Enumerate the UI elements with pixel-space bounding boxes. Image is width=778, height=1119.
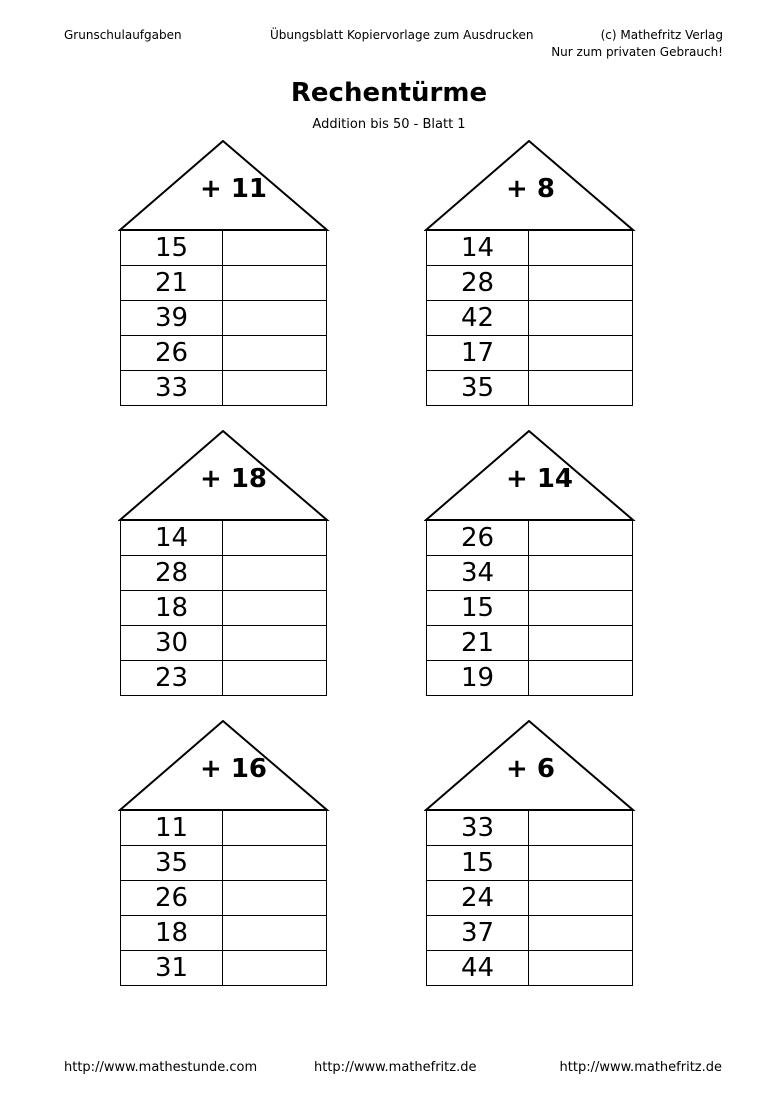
table-row <box>427 371 633 406</box>
start-number: 11 <box>121 811 223 846</box>
table-row <box>121 846 327 881</box>
answer-cell[interactable] <box>223 846 327 881</box>
answer-cell[interactable] <box>529 881 633 916</box>
table-row <box>121 266 327 301</box>
start-number: 33 <box>427 811 529 846</box>
table-row <box>121 951 327 986</box>
start-number: 28 <box>427 266 529 301</box>
start-number: 28 <box>121 556 223 591</box>
start-number: 35 <box>427 371 529 406</box>
start-number: 42 <box>427 301 529 336</box>
tower-operation: + 14 <box>506 464 574 494</box>
start-number: 21 <box>427 626 529 661</box>
table-row <box>427 661 633 696</box>
table-row <box>427 301 633 336</box>
table-row <box>427 521 633 556</box>
table-row <box>427 231 633 266</box>
answer-cell[interactable] <box>529 811 633 846</box>
answer-cell[interactable] <box>529 231 633 266</box>
header-center: Übungsblatt Kopiervorlage zum Ausdrucken <box>270 28 534 42</box>
tower-operation: + 11 <box>200 174 268 204</box>
start-number: 17 <box>427 336 529 371</box>
start-number: 14 <box>427 231 529 266</box>
table-row <box>427 881 633 916</box>
start-number: 44 <box>427 951 529 986</box>
start-number: 21 <box>121 266 223 301</box>
answer-cell[interactable] <box>223 951 327 986</box>
start-number: 18 <box>121 591 223 626</box>
table-row <box>427 846 633 881</box>
answer-cell[interactable] <box>529 846 633 881</box>
tower-operation: + 6 <box>506 754 555 784</box>
footer-link-left[interactable]: http://www.mathestunde.com <box>64 1060 258 1075</box>
start-number: 18 <box>121 916 223 951</box>
answer-cell[interactable] <box>223 881 327 916</box>
answer-cell[interactable] <box>529 266 633 301</box>
start-number: 14 <box>121 521 223 556</box>
table-row <box>427 336 633 371</box>
table-row <box>427 916 633 951</box>
tower-operation: + 16 <box>200 754 268 784</box>
start-number: 33 <box>121 371 223 406</box>
answer-cell[interactable] <box>529 916 633 951</box>
answer-cell[interactable] <box>223 626 327 661</box>
answer-cell[interactable] <box>529 336 633 371</box>
tower-4 <box>424 430 636 698</box>
answer-cell[interactable] <box>529 951 633 986</box>
answer-cell[interactable] <box>223 301 327 336</box>
start-number: 15 <box>121 231 223 266</box>
start-number: 37 <box>427 916 529 951</box>
tower-6 <box>424 720 636 988</box>
start-number: 15 <box>427 591 529 626</box>
answer-cell[interactable] <box>223 811 327 846</box>
page-title: Rechentürme <box>290 78 488 108</box>
tower-1 <box>118 140 330 408</box>
answer-cell[interactable] <box>529 556 633 591</box>
start-number: 26 <box>121 336 223 371</box>
start-number: 31 <box>121 951 223 986</box>
answer-cell[interactable] <box>529 521 633 556</box>
table-row <box>427 951 633 986</box>
answer-cell[interactable] <box>223 521 327 556</box>
tower-table <box>120 230 327 406</box>
answer-cell[interactable] <box>529 626 633 661</box>
tower-table <box>426 520 633 696</box>
table-row <box>121 301 327 336</box>
tower-table <box>426 810 633 986</box>
footer-link-right[interactable]: http://www.mathefritz.de <box>559 1060 722 1075</box>
start-number: 23 <box>121 661 223 696</box>
start-number: 19 <box>427 661 529 696</box>
start-number: 34 <box>427 556 529 591</box>
answer-cell[interactable] <box>223 266 327 301</box>
answer-cell[interactable] <box>223 371 327 406</box>
answer-cell[interactable] <box>223 231 327 266</box>
footer-link-center[interactable]: http://www.mathefritz.de <box>314 1060 477 1075</box>
table-row <box>427 626 633 661</box>
tower-operation: + 18 <box>200 464 268 494</box>
table-row <box>121 626 327 661</box>
header-right <box>551 27 723 61</box>
start-number: 26 <box>121 881 223 916</box>
tower-table <box>120 520 327 696</box>
table-row <box>121 521 327 556</box>
start-number: 35 <box>121 846 223 881</box>
answer-cell[interactable] <box>529 301 633 336</box>
page-subtitle: Addition bis 50 - Blatt 1 <box>312 117 466 132</box>
table-row <box>121 556 327 591</box>
start-number: 24 <box>427 881 529 916</box>
table-row <box>121 231 327 266</box>
table-row <box>121 661 327 696</box>
table-row <box>121 811 327 846</box>
tower-table <box>120 810 327 986</box>
header-left: Grunschulaufgaben <box>64 28 182 42</box>
header-right-line1: (c) Mathefritz Verlag <box>600 28 723 42</box>
answer-cell[interactable] <box>223 661 327 696</box>
table-row <box>121 916 327 951</box>
tower-5 <box>118 720 330 988</box>
table-row <box>427 556 633 591</box>
start-number: 15 <box>427 846 529 881</box>
start-number: 26 <box>427 521 529 556</box>
table-row <box>427 591 633 626</box>
start-number: 39 <box>121 301 223 336</box>
table-row <box>121 371 327 406</box>
tower-3 <box>118 430 330 698</box>
answer-cell[interactable] <box>529 591 633 626</box>
answer-cell[interactable] <box>223 336 327 371</box>
table-row <box>121 591 327 626</box>
tower-2 <box>424 140 636 408</box>
answer-cell[interactable] <box>529 371 633 406</box>
table-row <box>121 336 327 371</box>
answer-cell[interactable] <box>223 591 327 626</box>
header-right-line2: Nur zum privaten Gebrauch! <box>551 45 723 59</box>
tower-table <box>426 230 633 406</box>
table-row <box>427 266 633 301</box>
table-row <box>427 811 633 846</box>
answer-cell[interactable] <box>529 661 633 696</box>
answer-cell[interactable] <box>223 916 327 951</box>
table-row <box>121 881 327 916</box>
answer-cell[interactable] <box>223 556 327 591</box>
start-number: 30 <box>121 626 223 661</box>
tower-operation: + 8 <box>506 174 555 204</box>
